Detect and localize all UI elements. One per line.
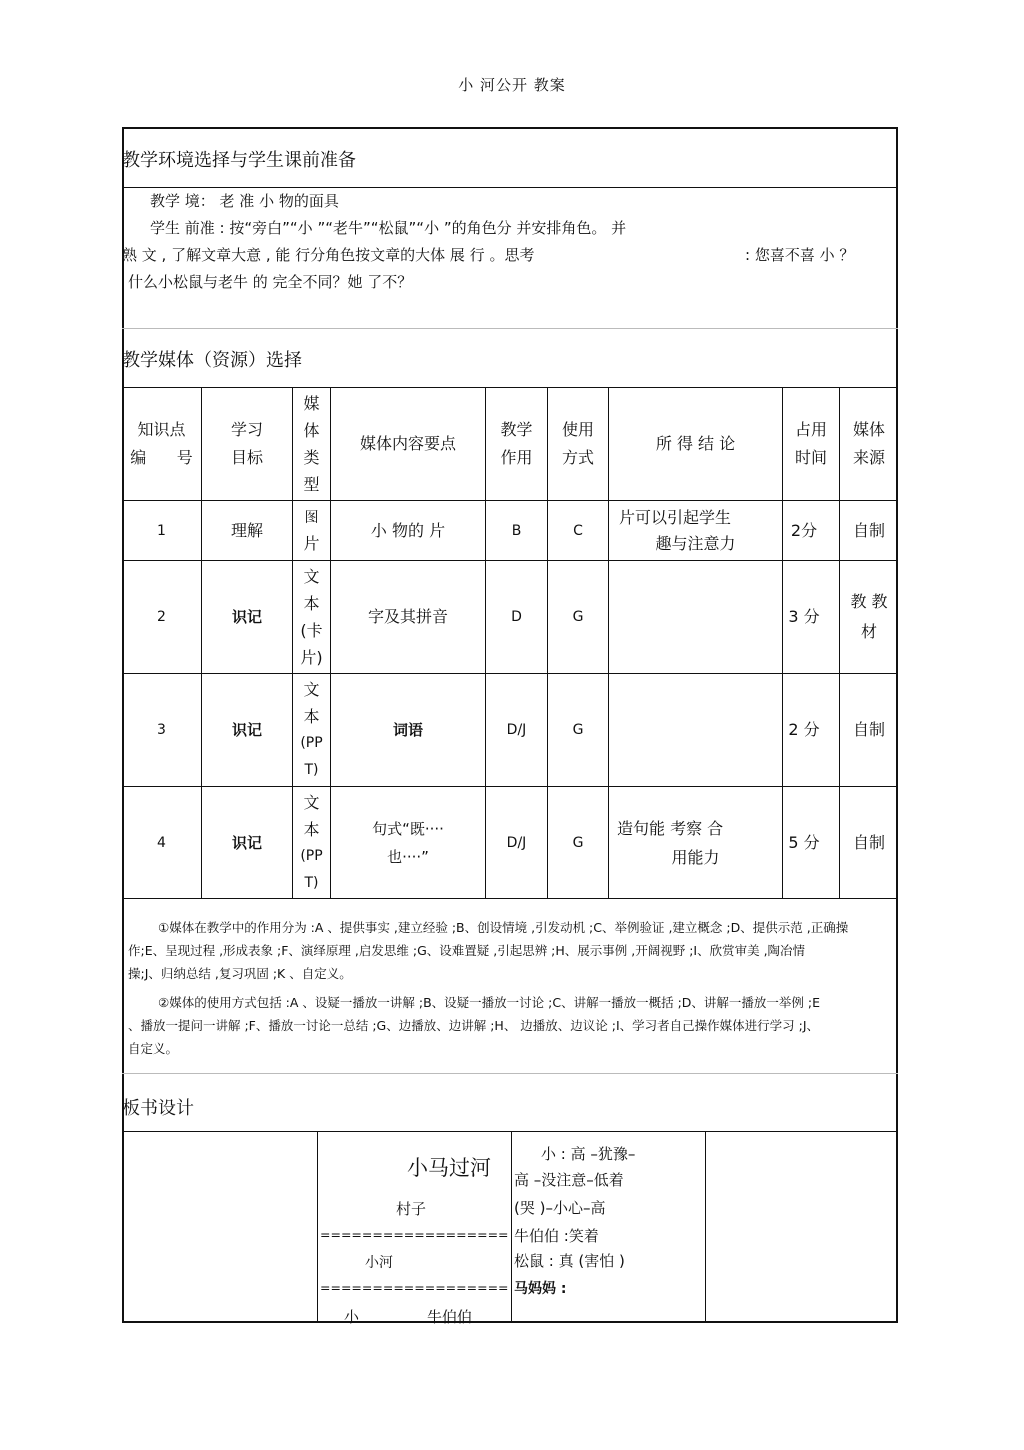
divider <box>122 1073 898 1074</box>
note-line: 自定义。 <box>128 1041 179 1056</box>
environment-line-4: 什么小松鼠与老牛 的 完全不同？她 了不？ <box>128 273 413 291</box>
row4-role: D/J <box>506 834 527 851</box>
row2-role: D <box>511 609 522 625</box>
type-text: 文 <box>303 567 320 586</box>
header-media-type <box>293 388 330 500</box>
conclusion-text: 趣与注意力 <box>655 533 736 553</box>
header-source <box>840 388 898 500</box>
header-text: 类 <box>303 448 320 467</box>
row2-source <box>840 561 898 673</box>
board-village: 村子 <box>396 1200 427 1218</box>
media-role-note <box>128 916 896 985</box>
type-text: 文 <box>303 792 320 812</box>
divider <box>122 187 898 188</box>
row2-usage: G <box>572 609 584 625</box>
row1-content: 小 物的 片 <box>370 520 446 540</box>
board-right-line-3: (哭 )–小心–高 <box>514 1199 606 1217</box>
type-text: (PP <box>300 735 323 751</box>
row3-type <box>293 674 330 786</box>
header-text: 媒体 <box>852 420 885 439</box>
header-text: 体 <box>303 421 320 440</box>
row1-source: 自制 <box>852 520 885 540</box>
row1-time: 2分 <box>790 520 818 540</box>
conclusion-text: 造句能 考察 合 <box>617 818 724 838</box>
header-text: 型 <box>303 475 320 494</box>
header-learning-goal <box>202 388 292 500</box>
conclusion-text: 用能力 <box>671 847 720 867</box>
header-text: 来源 <box>852 448 885 467</box>
environment-line-1: 教学 境： 老 准 小 物的面具 <box>150 192 339 210</box>
header-text: 方式 <box>561 448 594 467</box>
row3-goal: 识记 <box>231 721 262 739</box>
header-text: 使用 <box>561 420 594 439</box>
header-text: 占用 <box>794 420 827 439</box>
col-line <box>705 1131 706 1323</box>
board-bottom-right: 牛伯伯 <box>427 1308 473 1326</box>
row4-goal: 识记 <box>231 833 262 852</box>
type-text: (卡 <box>300 621 323 640</box>
row4-time: 5 分 <box>788 832 820 852</box>
col-line <box>317 1131 318 1323</box>
board-right-line-2: 高 –没注意–低着 <box>514 1171 624 1189</box>
row2-goal: 识记 <box>231 608 262 626</box>
row2-type <box>293 561 330 673</box>
media-usage-note <box>128 991 896 1060</box>
header-text: 时间 <box>794 448 827 467</box>
row-line <box>122 898 898 899</box>
board-right-line-5: 松鼠 : 真 (害怕 ) <box>514 1252 625 1270</box>
board-right-line-6: 马妈妈 : <box>514 1281 567 1297</box>
note-line: ②媒体的使用方式包括 :A 、设疑一播放一讲解 ;B、设疑一播放一讨论 ;C、讲解一播放一概括 ;D、讲解一播放一举例 ;E <box>158 995 820 1010</box>
row3-usage: G <box>572 722 584 738</box>
row2-no: 2 <box>157 609 166 625</box>
row3-content: 词语 <box>392 721 423 739</box>
note-line: 作;E、呈现过程 ,形成表象 ;F、演绎原理 ,启发思维 ;G、设难置疑 ,引起思辨 ;H、展示事例 ,开阔视野 ;I、欣赏审美 ,陶冶情 <box>128 943 806 958</box>
row2-content: 字及其拼音 <box>367 607 448 626</box>
note-line: 操;J、归纳总结 ,复习巩固 ;K 、自定义。 <box>128 966 352 981</box>
row2-time: 3 分 <box>788 607 820 626</box>
header-usage <box>548 388 608 500</box>
row4-no: 4 <box>157 834 166 851</box>
type-text: T) <box>304 874 319 891</box>
row1-usage: C <box>573 522 583 539</box>
type-text: 本 <box>303 707 320 726</box>
header-teaching-role <box>486 388 547 500</box>
conclusion-text: 片可以引起学生 <box>619 507 732 527</box>
header-text: 目标 <box>230 448 263 467</box>
divider <box>122 1131 898 1132</box>
row1-goal: 理解 <box>230 520 263 540</box>
board-bottom-left: 小 <box>344 1308 360 1326</box>
divider <box>122 328 898 329</box>
section-environment-title: 教学环境选择与学生课前准备 <box>122 150 356 171</box>
header-conclusion: 所 得 结 论 <box>655 434 736 453</box>
board-right-line-1: 小 : 高 –犹豫– <box>541 1145 636 1163</box>
row4-usage: G <box>572 834 584 851</box>
header-text: 学习 <box>230 420 263 439</box>
section-board-title: 板书设计 <box>122 1098 194 1119</box>
row3-no: 3 <box>157 722 166 738</box>
row3-source: 自制 <box>852 720 885 739</box>
note-line: 、播放一提问一讲解 ;F、播放一讨论一总结 ;G、边播放、边讲解 ;H、 边播放、边议论 ;I、学习者自己操作媒体进行学习 ;J、 <box>128 1018 820 1033</box>
header-knowledge-no <box>122 388 201 500</box>
type-text: 片) <box>300 648 323 667</box>
board-separator-1: ================== <box>320 1227 509 1242</box>
board-river: 小河 <box>365 1255 393 1271</box>
header-text: 作用 <box>500 448 533 467</box>
source-text: 教 教 <box>850 592 888 611</box>
board-separator-2: ================== <box>320 1280 509 1295</box>
type-text: 本 <box>303 594 320 613</box>
row4-conclusion <box>609 787 782 898</box>
type-text: 文 <box>303 680 320 699</box>
col-line <box>511 1131 512 1323</box>
type-text: 图 <box>304 509 319 526</box>
type-text: 片 <box>303 533 320 553</box>
header-text: 知识点 <box>137 420 186 439</box>
header-time <box>783 388 839 500</box>
row4-type <box>293 787 330 898</box>
type-text: T) <box>304 762 319 778</box>
section-media-title: 教学媒体（资源）选择 <box>122 350 302 371</box>
type-text: 本 <box>303 819 320 839</box>
row1-role: B <box>511 522 522 539</box>
environment-line-3b: : 您喜不喜 小 ？ <box>745 246 855 264</box>
environment-line-3: 熟 文 , 了解文章大意 , 能 行分角色按文章的大体 展 行 。思考 <box>122 246 535 264</box>
header-media-content: 媒体内容要点 <box>359 434 456 453</box>
row3-time: 2 分 <box>788 720 820 739</box>
row1-conclusion <box>609 501 782 560</box>
header-text: 教学 <box>500 420 533 439</box>
board-title: 小马过河 <box>407 1156 491 1180</box>
row3-role: D/J <box>506 722 527 738</box>
row1-no: 1 <box>157 522 166 539</box>
note-line: ①媒体在教学中的作用分为 :A 、提供事实 ,建立经验 ;B、创设情境 ,引发动机 ;C、举例验证 ,建立概念 ;D、提供示范 ,正确操 <box>158 920 849 935</box>
header-text: 编 号 <box>130 448 193 467</box>
environment-line-2: 学生 前准 : 按“旁白”“小 ”“老牛”“松鼠”“小 ”的角色分 并安排角色。 并 <box>150 219 627 237</box>
board-right-line-4: 牛伯伯 :笑着 <box>514 1227 599 1245</box>
document-title: 小 河公开 教案 <box>458 76 566 94</box>
row1-type <box>293 501 330 560</box>
row4-source: 自制 <box>852 832 885 852</box>
header-text: 媒 <box>303 394 320 413</box>
source-text: 材 <box>860 622 877 641</box>
type-text: (PP <box>300 847 323 864</box>
row4-content: 句式“既···· 也····” <box>372 819 444 866</box>
